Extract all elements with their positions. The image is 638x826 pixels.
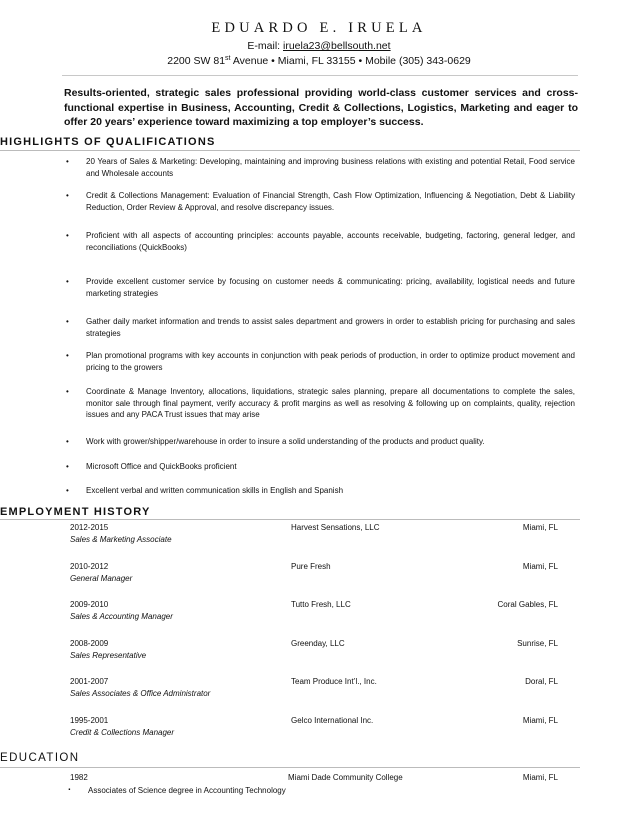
education-divider <box>0 767 580 768</box>
qualifications-heading: HIGHLIGHTS OF QUALIFICATIONS <box>0 136 216 148</box>
job-location: Sunrise, FL <box>517 639 558 648</box>
header-divider <box>62 75 578 76</box>
qualification-item: Microsoft Office and QuickBooks proficient <box>86 462 237 471</box>
qualification-item: Excellent verbal and written communication skills in English and Spanish <box>86 486 344 495</box>
qualification-bullet: • <box>66 462 69 471</box>
job-location: Miami, FL <box>522 716 558 725</box>
job-location: Coral Gables, FL <box>497 600 558 609</box>
qualification-bullet: • <box>66 231 69 240</box>
qualification-bullet: • <box>66 351 69 360</box>
job-company: Greenday, LLC <box>291 639 345 648</box>
job-title: Sales Associates & Office Administrator <box>70 689 211 698</box>
qualification-item: Provide excellent customer service by focusing on customer needs & communicating: pricing, availability, logistical needs and future marketing strategies <box>86 277 575 298</box>
job-company: Harvest Sensations, LLC <box>291 523 380 532</box>
job-company: Team Produce Int’l., Inc. <box>291 677 377 686</box>
email-line <box>0 40 638 52</box>
job-location: Miami, FL <box>522 523 558 532</box>
job-company: Tutto Fresh, LLC <box>291 600 351 609</box>
job-company: Gelco International Inc. <box>291 716 374 725</box>
email-link[interactable]: iruela23@bellsouth.net <box>283 40 391 52</box>
qualification-item: Gather daily market information and trends to assist sales department and growers in order to establish pricing for purchasing and sales strategies <box>86 317 575 338</box>
qualification-item: Coordinate & Manage Inventory, allocations, liquidations, strategic sales planning, prepare all documentations to complete the sales, monitor sale through final payment, verify accuracy & profit margins as well as resolving & following up on complaints, quality, rejection issues and any PACA Trust issues that may arise <box>86 387 575 419</box>
qualification-bullet: • <box>66 486 69 495</box>
qualification-bullet: • <box>66 317 69 326</box>
email-label: E-mail: <box>247 40 281 52</box>
qualification-bullet: • <box>66 157 69 166</box>
education-year: 1982 <box>70 773 88 782</box>
qualification-item: 20 Years of Sales & Marketing: Developing, maintaining and improving business relations with existing and potential Retail, Food service and Wholesale accounts <box>86 157 575 178</box>
job-title: General Manager <box>70 574 133 583</box>
education-bullet: . <box>68 782 71 793</box>
employment-heading: EMPLOYMENT HISTORY <box>0 506 151 518</box>
job-location: Miami, FL <box>522 562 558 571</box>
address-number: 2200 SW 81 <box>167 55 226 67</box>
job-title: Sales Representative <box>70 651 147 660</box>
job-dates: 1995-2001 <box>70 716 109 725</box>
address-line <box>0 55 638 67</box>
education-degree: Associates of Science degree in Accounting Technology <box>88 786 286 795</box>
qualification-item: Proficient with all aspects of accounting principles: accounts payable, accounts receivable, budgeting, factoring, general ledger, and reconciliations (QuickBooks) <box>86 231 575 252</box>
education-location: Miami, FL <box>522 773 558 782</box>
job-dates: 2010-2012 <box>70 562 109 571</box>
qualification-item: Credit & Collections Management: Evaluation of Financial Strength, Cash Flow Optimization, Influencing & Negotiation, Debt & Liability Reduction, Order Review & Approval, and resolve discrepancy issues. <box>86 191 575 212</box>
education-school: Miami Dade Community College <box>288 773 403 782</box>
job-location: Doral, FL <box>525 677 558 686</box>
job-dates: 2012-2015 <box>70 523 109 532</box>
job-title: Credit & Collections Manager <box>70 728 175 737</box>
employment-divider <box>0 519 580 520</box>
qualification-item: Work with grower/shipper/warehouse in order to insure a solid understanding of the products and product quality. <box>86 437 485 446</box>
address-rest: Avenue • Miami, FL 33155 • Mobile (305) 343-0629 <box>230 55 471 67</box>
summary-paragraph: Results-oriented, strategic sales professional providing world-class customer services and cross-functional expertise in Business, Accounting, Credit & Collections, Logistics, Marketing and eager to offer 20 years’ experience toward maximizing a top employer’s success. <box>64 87 578 128</box>
qualification-bullet: • <box>66 437 69 446</box>
job-title: Sales & Accounting Manager <box>70 612 173 621</box>
candidate-name: EDUARDO E. IRUELA <box>211 20 427 36</box>
education-heading: EDUCATION <box>0 752 80 764</box>
qualification-bullet: • <box>66 277 69 286</box>
job-title: Sales & Marketing Associate <box>70 535 172 544</box>
qualification-bullet: • <box>66 387 69 396</box>
qualifications-divider <box>0 150 580 151</box>
address-superscript: st <box>225 55 231 62</box>
qualification-bullet: • <box>66 191 69 200</box>
job-dates: 2009-2010 <box>70 600 109 609</box>
qualification-item: Plan promotional programs with key accounts in conjunction with peak periods of production, in order to optimize product movement and pricing to the growers <box>86 351 575 372</box>
job-dates: 2008-2009 <box>70 639 109 648</box>
job-dates: 2001-2007 <box>70 677 109 686</box>
job-company: Pure Fresh <box>291 562 331 571</box>
